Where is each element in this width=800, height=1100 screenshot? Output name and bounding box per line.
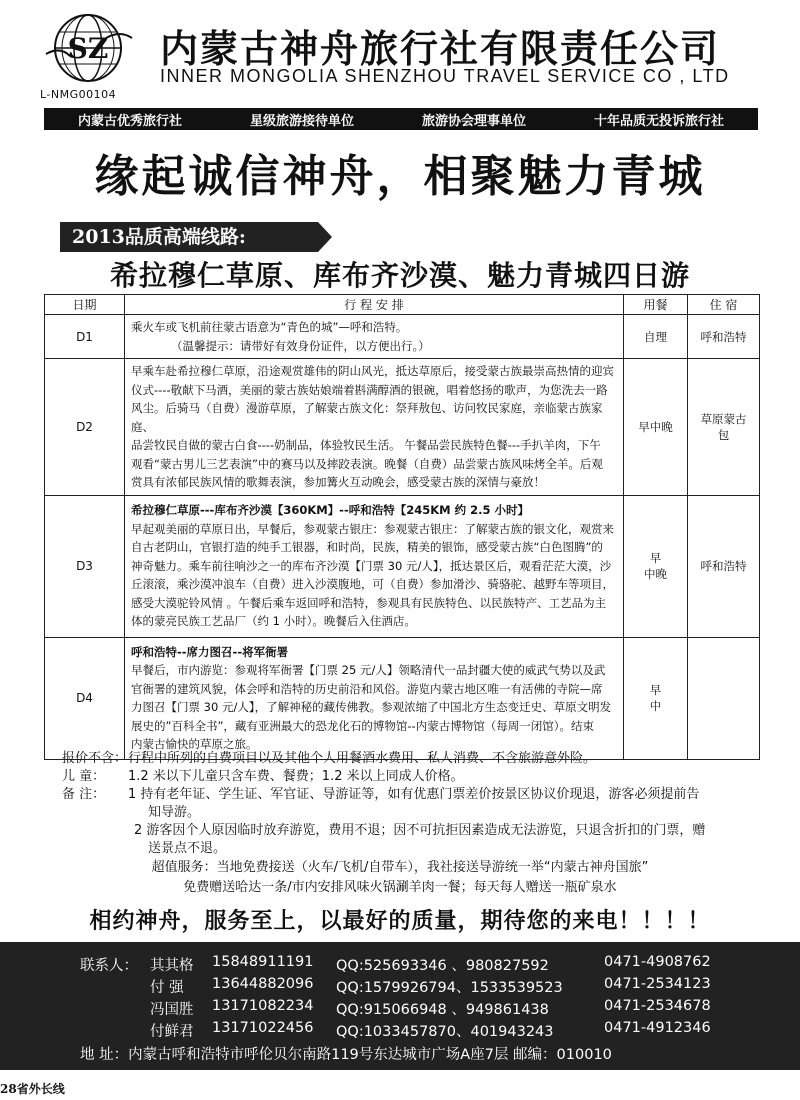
plan-line: 早起观美丽的草原日出，早餐后，参观蒙古银庄：参观蒙古银庄：了解蒙古族的银文化，观赏来 <box>131 521 614 536</box>
stay-cell <box>688 637 760 759</box>
services-section <box>0 858 800 898</box>
stay-cell <box>688 359 760 496</box>
contact-row <box>0 976 800 998</box>
honor-badges <box>44 108 758 130</box>
contact-address: 地 址：内蒙古呼和浩特市呼伦贝尔南路119号东达城市广场A座7层 邮编：010010 <box>80 1047 612 1063</box>
plan-line: 官衙署的建筑风貌，体会呼和浩特的历史前沿和风俗。游览内蒙古地区唯一有活佛的寺院—席 <box>131 681 603 696</box>
contact-label: 联系人： <box>80 958 138 974</box>
plan-line: 丘滚滚，乘沙漠冲浪车（自费）进入沙漠腹地，可（自费）参加滑沙、骑骆驼、越野车等项目， <box>131 577 614 592</box>
note-text: 2 游客因个人原因临时放弃游览，费用不退；因不可抗拒因素造成无法游览，只退含折扣的门票，赠 <box>134 823 706 838</box>
plan-line: 感受大漠驼铃风情 。午餐后乘车返回呼和浩特，参观具有民族特色、以民族特产、工艺品为主 <box>131 595 607 610</box>
itinerary-table <box>44 294 760 760</box>
badge: 旅游协会理事单位 <box>421 113 526 129</box>
contact-mobile: 13644882096 <box>212 976 314 992</box>
contact-address-row <box>0 1043 800 1065</box>
note-label: 报价不含： <box>62 751 128 766</box>
contact-row <box>0 954 800 976</box>
slogan: 缘起诚信神舟，相聚魅力青城 <box>94 151 706 202</box>
note-text: 行程中所列的自费项目以及其他个人用餐酒水费用、私人消费、不含旅游意外险。 <box>128 751 597 766</box>
service-line: 免费赠送哈达一条/市内安排风味火锅涮羊肉一餐；每天每人赠送一瓶矿泉水 <box>183 880 617 895</box>
day-cell: D2 <box>45 359 125 496</box>
company-name-en: INNER MONGOLIA SHENZHOU TRAVEL SERVICE CO , LTD <box>160 66 730 86</box>
plan-line: 品尝牧民自做的蒙古白食----奶制品，体验牧民生活。 午餐品尝民族特色餐---手扒羊肉，下午 <box>131 438 601 452</box>
plan-cell <box>125 359 624 496</box>
header-date: 日期 <box>45 295 125 315</box>
plan-heading: 希拉穆仁草原---库布齐沙漠【360KM】--呼和浩特【245KM 约 2.5 小时】 <box>131 503 529 518</box>
meal-cell <box>624 495 688 637</box>
note-text: 送景点不退。 <box>148 841 227 856</box>
page-footer: 28省外长线 <box>0 1082 65 1096</box>
plan-line: 早乘车赴希拉穆仁草原，沿途观赏雄伟的阴山风光，抵达草原后，接受蒙古族最崇高热情的迎宾 <box>131 364 614 378</box>
plan-line: 仪式----敬献下马酒，美丽的蒙古族姑娘端着斟满醇酒的银碗，唱着悠扬的歌声，为您洗去一路 <box>131 382 608 397</box>
contact-tel: 0471-4908762 <box>604 954 711 970</box>
plan-cell <box>125 637 624 759</box>
plan-line: 风尘。后骑马（自费）漫游草原，了解蒙古族文化：祭拜敖包、访问牧民家庭，亲临蒙古族家庭、 <box>131 401 603 434</box>
contact-name: 冯国胜 <box>150 1002 194 1018</box>
plan-line: 内蒙古愉快的草原之旅。 <box>131 737 258 751</box>
plan-line: 展史的”百科全书”，藏有亚洲最大的恐龙化石的博物馆--内蒙古博物馆（每周一闭馆）。结束 <box>131 718 594 733</box>
contact-name: 付鲜君 <box>150 1024 194 1040</box>
meal-line: 早 <box>649 683 662 697</box>
note-remark <box>62 786 762 804</box>
badge: 星级旅游接待单位 <box>249 113 354 129</box>
stay-cell: 呼和浩特 <box>688 495 760 637</box>
plan-line: 自古老阴山，官银打造的纯手工银器，和时尚，民族，精美的银饰，感受蒙古族“白色图腾”的 <box>131 540 603 555</box>
stay-line: 草原蒙古 <box>700 411 747 426</box>
closing-slogan: 相约神舟，服务至上，以最好的质量，期待您的来电！！！！ <box>89 909 711 934</box>
stay-cell: 呼和浩特 <box>688 315 760 359</box>
table-header-row <box>45 295 760 315</box>
meal-cell: 早中晚 <box>624 359 688 496</box>
contact-box <box>0 942 800 1070</box>
meal-line: 早 <box>649 551 662 565</box>
header-meal: 用餐 <box>624 295 688 315</box>
license-number: L-NMG00104 <box>40 88 117 101</box>
stay-line: 包 <box>717 427 730 442</box>
meal-line: 中 <box>649 699 662 713</box>
day-cell: D4 <box>45 637 125 759</box>
contact-name: 付 强 <box>150 980 184 996</box>
plan-line: 体的蒙亮民族工艺品厂（约 1 小时）。晚餐后入住酒店。 <box>131 614 416 629</box>
note-child <box>62 768 762 786</box>
header-stay: 住 宿 <box>688 295 760 315</box>
plan-line: 神奇魅力。乘车前往响沙之一的库布齐沙漠【门票 30 元/人】，抵达景区后，观看茫茫大漠，沙 <box>131 558 612 573</box>
contact-tel: 0471-4912346 <box>604 1020 711 1036</box>
note-text: 知导游。 <box>148 805 201 820</box>
notes-section <box>62 750 762 858</box>
contact-mobile: 13171082234 <box>212 998 314 1014</box>
note-price <box>62 750 762 768</box>
header-plan: 行 程 安 排 <box>125 295 624 315</box>
badge: 十年品质无投诉旅行社 <box>593 113 724 129</box>
contact-qq: QQ:1033457870、401943243 <box>336 1024 554 1040</box>
globe-logo-icon <box>40 8 136 88</box>
meal-line: 中晚 <box>644 567 667 581</box>
table-row-d1 <box>45 315 760 359</box>
plan-line: （温馨提示：请带好有效身份证件，以方便出行。） <box>171 338 430 353</box>
company-header <box>0 0 800 108</box>
meal-cell: 自理 <box>624 315 688 359</box>
table-row-d4 <box>45 637 760 759</box>
note-text: 1.2 米以下儿童只含车费、餐费；1.2 米以上同成人价格。 <box>128 769 464 784</box>
table-row-d3 <box>45 495 760 637</box>
plan-line: 观看“蒙古男儿三艺表演”中的赛马以及摔跤表演。晚餐（自费）品尝蒙古族风味烤全羊。后观 <box>131 456 603 471</box>
service-line: 超值服务：当地免费接送（火车/飞机/自带车），我社接送导游统一举“内蒙古神舟国旅” <box>151 860 649 875</box>
day-cell: D3 <box>45 495 125 637</box>
plan-line: 乘火车或飞机前往蒙古语意为“青色的城”—呼和浩特。 <box>131 320 408 334</box>
contact-name: 其其格 <box>150 958 194 974</box>
contact-row <box>0 1020 800 1042</box>
contact-mobile: 15848911191 <box>212 954 314 970</box>
contact-mobile: 13171022456 <box>212 1020 314 1036</box>
plan-line: 力图召【门票 30 元/人】，了解神秘的藏传佛教。参观浓缩了中国北方生态变迁史、草原文明发 <box>131 700 612 714</box>
day-cell: D1 <box>45 315 125 359</box>
plan-cell <box>125 495 624 637</box>
note-label: 备 注： <box>62 787 106 802</box>
contact-tel: 0471-2534678 <box>604 998 711 1014</box>
contact-qq: QQ:525693346 、980827592 <box>336 958 549 974</box>
meal-cell <box>624 637 688 759</box>
route-title: 希拉穆仁草原、库布齐沙漠、魅力青城四日游 <box>109 259 690 292</box>
plan-line: 早餐后，市内游览：参观将军衙署【门票 25 元/人】领略清代一品封疆大使的威武气势以及武 <box>131 663 606 677</box>
company-name-cn: 内蒙古神舟旅行社有限责任公司 <box>160 27 721 71</box>
contact-row <box>0 998 800 1020</box>
plan-line: 赏具有浓郁民族风情的歌舞表演，参加篝火互动晚会，感受蒙古族的深情与豪放！ <box>131 475 545 489</box>
note-text: 1 持有老年证、学生证、军官证、导游证等，如有优惠门票差价按景区协议价现退，游客必须提前告 <box>128 787 700 802</box>
contact-tel: 0471-2534123 <box>604 976 711 992</box>
plan-heading: 呼和浩特--席力图召--将军衙署 <box>131 644 289 659</box>
route-banner: 2013品质高端线路: <box>60 222 318 252</box>
contact-qq: QQ:1579926794、1533539523 <box>336 980 563 996</box>
note-label: 儿 童： <box>62 769 106 784</box>
contact-qq: QQ:915066948 、949861438 <box>336 1002 549 1018</box>
plan-cell <box>125 315 624 359</box>
svg-text:SZ: SZ <box>67 32 109 65</box>
table-row-d2 <box>45 359 760 496</box>
badge: 内蒙古优秀旅行社 <box>77 113 182 129</box>
